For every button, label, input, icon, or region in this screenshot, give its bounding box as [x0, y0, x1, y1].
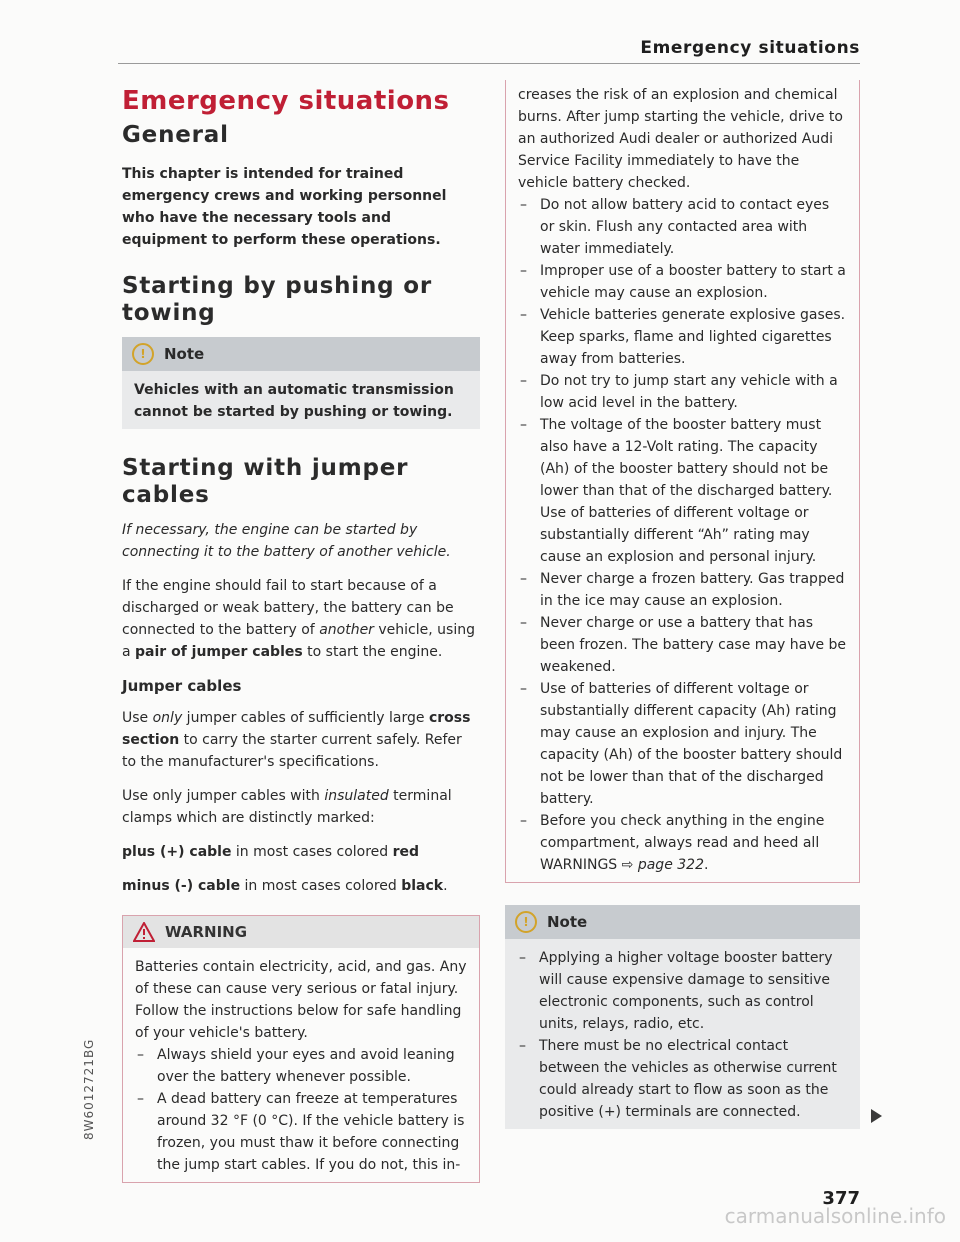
page-link[interactable]: ⇨ page 322	[621, 857, 704, 873]
note-text: Vehicles with an automatic transmission cannot be started by pushing or towing.	[134, 382, 454, 420]
list-item: – A dead battery can freeze at temperatures around 32 °F (0 °C). If the vehicle battery is frozen, you must thaw it before connecting the jump start cables. If you do not, this in-	[135, 1088, 467, 1176]
chapter-title: Emergency situations	[122, 86, 450, 116]
text-run: minus (-) cable	[122, 878, 241, 894]
text-run: in most cases colored	[231, 844, 393, 860]
text-run: in most cases colored	[240, 878, 402, 894]
text-run: .	[443, 878, 448, 894]
warning-list-cont	[518, 194, 847, 876]
warning-list	[135, 1044, 467, 1176]
list-item: – Vehicle batteries generate explosive gases. Keep sparks, flame and lighted cigarettes away from batteries.	[518, 304, 847, 370]
warning-label: WARNING	[165, 923, 248, 941]
list-item: – Do not allow battery acid to contact eyes or skin. Flush any contacted area with water immediately.	[518, 194, 847, 260]
jumper-paragraph-1	[122, 575, 480, 663]
left-column	[122, 80, 480, 1183]
list-item: – Never charge or use a battery that has been frozen. The battery case may have be weakened.	[518, 612, 847, 678]
list-item: – Do not try to jump start any vehicle with a low acid level in the battery.	[518, 370, 847, 414]
jumper-paragraph-3	[122, 785, 480, 829]
document-code: 8W6012721BG	[82, 1038, 96, 1140]
warning-body	[123, 948, 479, 1182]
cables-heading: Jumper cables	[122, 677, 242, 695]
general-intro: This chapter is intended for trained emergency crews and working personnel who have the necessary tools and equipment to perform these operations.	[122, 166, 447, 248]
text-run: insulated	[324, 788, 389, 804]
note-body	[122, 371, 480, 429]
text-run: cross section	[122, 710, 471, 748]
list-item	[518, 810, 847, 876]
list-item: – Use of batteries of different voltage or substantially different capacity (Ah) rating may cause an explosion and injury. The capacity (Ah) of the booster battery should not be lower than that of the discharged battery.	[518, 678, 847, 810]
warning-intro: Batteries contain electricity, acid, and gas. Any of these can cause very serious or fatal injury. Follow the instructions below for safe handling of your vehicle's battery.	[135, 959, 467, 1041]
note-label: Note	[547, 913, 588, 931]
right-column	[505, 80, 860, 1155]
list-item: – Never charge a frozen battery. Gas trapped in the ice may cause an explosion.	[518, 568, 847, 612]
list-item: – There must be no electrical contact between the vehicles as otherwise current could already start to flow as soon as the positive (+) terminals are connected.	[517, 1035, 848, 1123]
warning-continued	[505, 80, 860, 883]
jumper-lead: If necessary, the engine can be started by connecting it to the battery of another vehicle.	[122, 522, 451, 560]
list-item: – The voltage of the booster battery must also have a 12-Volt rating. The capacity (Ah) of the booster battery should not be lower than that of the discharged battery. Use of batteries of different voltage or substantially different “Ah” rating may cause an explosion and personal injury.	[518, 414, 847, 568]
general-heading: General	[122, 122, 229, 148]
list-item: – Improper use of a booster battery to start a vehicle may cause an explosion.	[518, 260, 847, 304]
plus-cable-line	[122, 841, 480, 863]
note-box-jump	[505, 905, 860, 1129]
text-run: Use	[122, 710, 153, 726]
text-run: terminal clamps which are distinctly marked:	[122, 788, 452, 826]
note-list	[517, 947, 848, 1123]
note-label: Note	[164, 345, 205, 363]
text-run: plus (+) cable	[122, 844, 232, 860]
list-item: – Always shield your eyes and avoid leaning over the battery whenever possible.	[135, 1044, 467, 1088]
info-icon: !	[132, 343, 154, 365]
text-run: only	[152, 710, 183, 726]
jumper-paragraph-2	[122, 707, 480, 773]
text-run: .	[703, 857, 709, 873]
minus-cable-line	[122, 875, 480, 897]
text-run: Before you check anything in the engine compartment, always read and heed all WARNINGS	[540, 813, 825, 873]
warning-triangle-icon	[133, 922, 155, 942]
jumper-heading: Starting with jumper cables	[122, 455, 409, 508]
text-run: If the engine should fail to start because of a discharged or weak battery, the battery can be connected to the battery of	[122, 578, 454, 638]
list-item: – Applying a higher voltage booster battery will cause expensive damage to sensitive electronic components, such as control units, relays, radio, etc.	[517, 947, 848, 1035]
text-run: jumper cables of sufficiently large	[182, 710, 429, 726]
text-run: vehicle, using a	[122, 622, 475, 660]
page-number: 377	[822, 1188, 860, 1209]
note-header	[122, 337, 480, 371]
text-run: to start the engine.	[302, 644, 443, 660]
text-run: pair of jumper cables	[135, 644, 303, 660]
continue-arrow-icon	[871, 1109, 882, 1123]
note-header	[505, 905, 860, 939]
warning-box	[122, 915, 480, 1183]
warning-cont-text: creases the risk of an explosion and chemical burns. After jump starting the vehicle, drive to an authorized Audi dealer or authorized Audi Service Facility immediately to have the vehicle battery checked.	[518, 87, 843, 191]
info-icon: !	[515, 911, 537, 933]
warning-header	[123, 916, 479, 948]
text-run: black	[401, 878, 444, 894]
watermark: carmanualsonline.info	[724, 1204, 946, 1228]
text-run: red	[392, 844, 420, 860]
text-run: Use only jumper cables with	[122, 788, 325, 804]
push-heading: Starting by pushing or towing	[122, 273, 432, 326]
note-body	[505, 939, 860, 1129]
header-rule	[118, 63, 860, 64]
running-header: Emergency situations	[640, 38, 860, 58]
text-run: another	[319, 622, 374, 638]
text-run: to carry the starter current safely. Refer to the manufacturer's specifications.	[122, 732, 462, 770]
note-box-push	[122, 337, 480, 429]
